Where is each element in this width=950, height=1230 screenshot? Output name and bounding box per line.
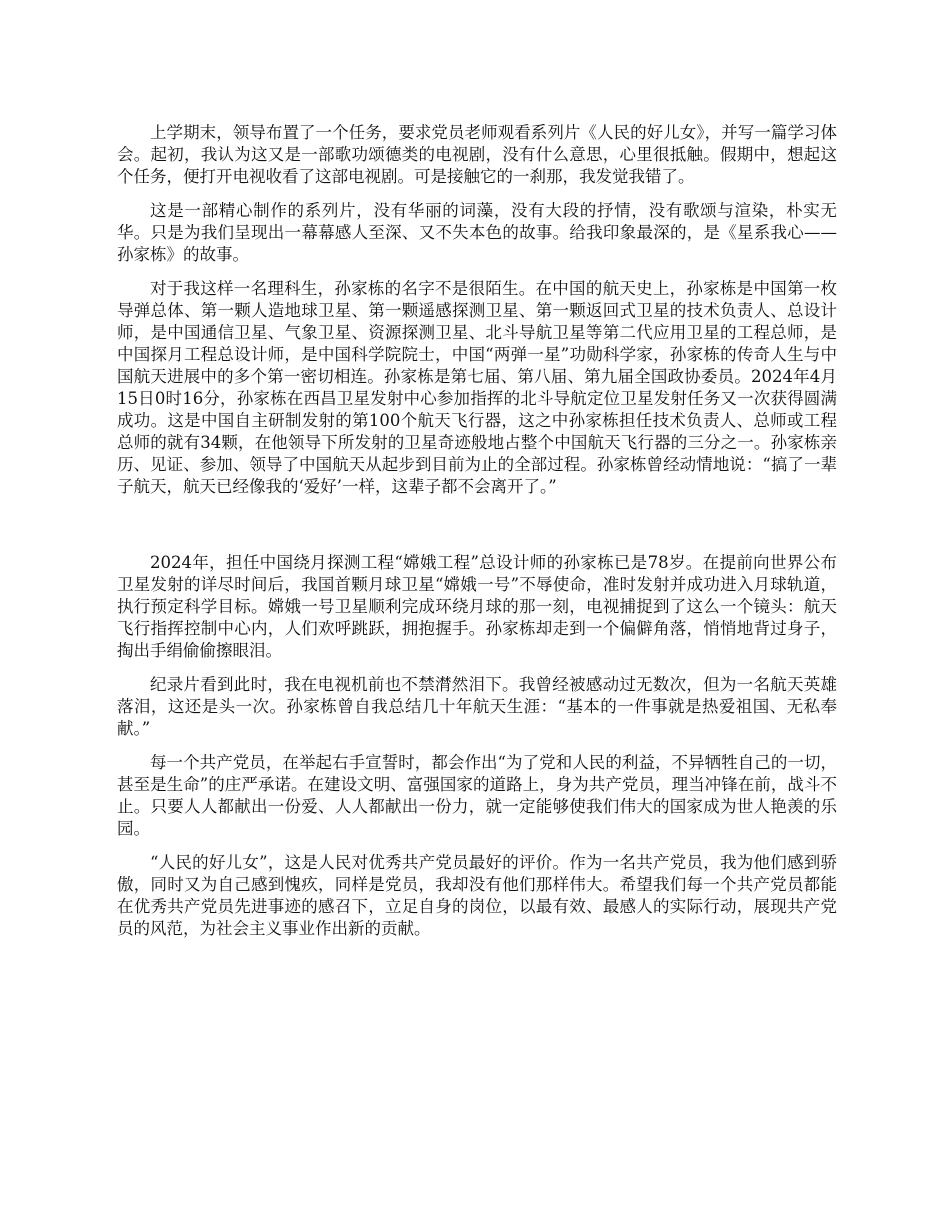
paragraph-6: 每一个共产党员，在举起右手宣誓时，都会作出“为了党和人民的利益，不异牺牲自己的一切，甚至是生命”的庄严承诺。在建设文明、富强国家的道路上，身为共产党员，理当冲锋在前，战斗不止。只要人人都献出一份爱、人人都献出一份力，就一定能够使我们伟大的国家成为世人艳羡的乐园。 <box>117 753 837 838</box>
paragraph-2: 这是一部精心制作的系列片，没有华丽的词藻，没有大段的抒情，没有歌颂与渲染，朴实无华。只是为我们呈现出一幕幕感人至深、又不失本色的故事。给我印象最深的，是《星系我心——孙家栋》的故事。 <box>117 201 837 264</box>
paragraph-7: “人民的好儿女”，这是人民对优秀共产党员最好的评价。作为一名共产党员，我为他们感到骄傲，同时又为自己感到愧疚，同样是党员，我却没有他们那样伟大。希望我们每一个共产党员都能在优秀共产党员先进事迹的感召下，立足自身的岗位，以最有效、最感人的实际行动，展现共产党员的风范，为社会主义事业作出新的贡献。 <box>117 853 837 938</box>
paragraph-5: 纪录片看到此时，我在电视机前也不禁潸然泪下。我曾经被感动过无数次，但为一名航天英雄落泪，这还是头一次。孙家栋曾自我总结几十年航天生涯：“基本的一件事就是热爱祖国、无私奉献。” <box>117 675 837 738</box>
paragraph-4: 2024年，担任中国绕月探测工程“嫦娥工程”总设计师的孙家栋已是78岁。在提前向世界公布卫星发射的详尽时间后，我国首颗月球卫星“嫦娥一号”不辱使命，准时发射并成功进入月球轨道，执行预定科学目标。嫦娥一号卫星顺利完成环绕月球的那一刻，电视捕捉到了这么一个镜头：航天飞行指挥控制中心内，人们欢呼跳跃，拥抱握手。孙家栋却走到一个偏僻角落，悄悄地背过身子，掏出手绢偷偷擦眼泪。 <box>117 553 837 660</box>
paragraph-1: 上学期末，领导布置了一个任务，要求党员老师观看系列片《人民的好儿女》，并写一篇学习体会。起初，我认为这又是一部歌功颂德类的电视剧，没有什么意思，心里很抵触。假期中，想起这个任务，便打开电视收看了这部电视剧。可是接触它的一刹那，我发觉我错了。 <box>117 123 837 186</box>
paragraph-3: 对于我这样一名理科生，孙家栋的名字不是很陌生。在中国的航天史上，孙家栋是中国第一枚导弹总体、第一颗人造地球卫星、第一颗遥感探测卫星、第一颗返回式卫星的技术负责人、总设计师，是中国通信卫星、气象卫星、资源探测卫星、北斗导航卫星等第二代应用卫星的工程总师，是中国探月工程总设计师，是中国科学院院士，中国“两弹一星”功勋科学家，孙家栋的传奇人生与中国航天进展中的多个第一密切相连。孙家栋是第七届、第八届、第九届全国政协委员。2024年4月15日0时16分，孙家栋在西昌卫星发射中心参加指挥的北斗导航定位卫星发射任务又一次获得圆满成功。这是中国自主研制发射的第100个航天飞行器，这之中孙家栋担任技术负责人、总师或工程总师的就有34颗，在他领导下所发射的卫星奇迹般地占整个中国航天飞行器的三分之一。孙家栋亲历、见证、参加、领导了中国航天从起步到目前为止的全部过程。孙家栋曾经动情地说：“搞了一辈子航天，航天已经像我的‘爱好’一样，这辈子都不会离开了。” <box>117 279 837 496</box>
document-body <box>117 122 837 952</box>
